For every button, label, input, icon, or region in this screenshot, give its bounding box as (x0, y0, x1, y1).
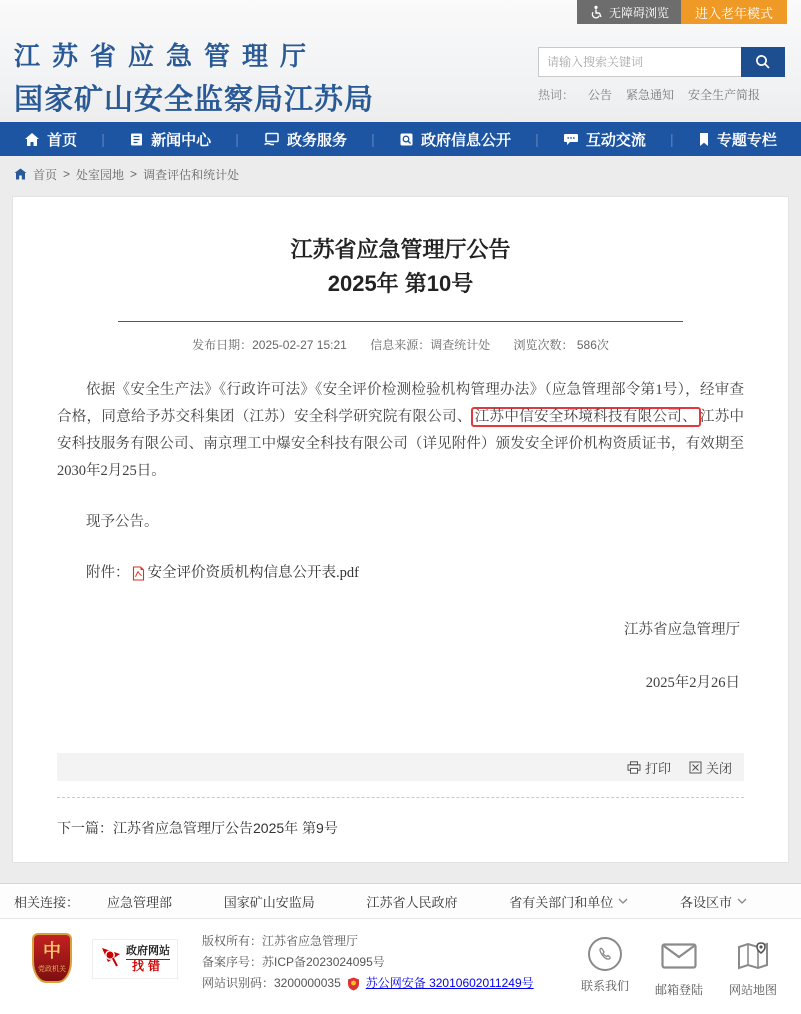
nav-item-news[interactable] (129, 129, 211, 150)
attachment-name: 安全评价资质机构信息公开表.pdf (147, 565, 359, 581)
nav-item-interaction[interactable] (563, 129, 646, 150)
bookmark-icon (698, 132, 710, 147)
main-nav (0, 122, 801, 156)
nav-item-services[interactable] (263, 129, 347, 150)
footer-info (202, 931, 534, 994)
paragraph-2: 现予公告。 (86, 514, 159, 530)
find-error-line1: 政府网站 (126, 945, 170, 960)
paragraph-1 (57, 377, 744, 485)
nav-separator: | (101, 131, 105, 147)
copyright-line: 版权所有：江苏省应急管理厅 (202, 934, 359, 948)
nav-item-special-columns[interactable] (698, 129, 777, 150)
attachment-row (57, 560, 744, 587)
related-dropdown-label: 省有关部门和单位 (509, 894, 614, 910)
related-dropdown-departments[interactable] (509, 892, 628, 911)
news-icon (129, 132, 144, 147)
article-card (12, 196, 789, 863)
attachment-link[interactable] (132, 560, 359, 587)
signature-date: 2025年2月26日 (645, 675, 740, 691)
paragraph-1-text-cont: 江苏中安科技服务有限公司、南京理工中爆安全科技有限公司（详见附件）颁发安全评价机构资质证书，有效期至2030年2月25日。 (57, 409, 745, 479)
logo-line1: 江苏省应急管理厅 (14, 41, 319, 71)
service-icon (263, 132, 280, 147)
police-record-link[interactable]: 苏公网安备 32010602011249号 (365, 976, 534, 990)
site-code: 网站识别码：3200000035 (202, 976, 341, 990)
info-icon (399, 132, 414, 147)
shield-label: 党政机关 (38, 966, 66, 973)
sitemap-icon (737, 937, 769, 975)
sitemap-label: 网站地图 (728, 983, 777, 997)
publish-date: 发布日期：2025-02-27 15:21 (192, 338, 347, 352)
highlighted-company-annotation: 江苏中信安全环境科技有限公司、 (471, 407, 701, 427)
print-icon (627, 761, 641, 774)
site-header (0, 0, 801, 122)
info-source: 信息来源：调查统计处 (370, 338, 491, 352)
government-shield-badge[interactable] (32, 933, 72, 983)
related-dropdown-cities[interactable] (680, 892, 747, 911)
next-article-row (57, 818, 744, 838)
hot-words (538, 86, 785, 103)
accessibility-label: 无障碍浏览 (608, 5, 669, 20)
nav-separator: | (670, 131, 674, 147)
search-area (538, 47, 785, 103)
find-error-line2: 找错 (131, 959, 164, 973)
site-logo (14, 36, 374, 118)
related-links-label: 相关连接： (14, 894, 80, 910)
police-badge-icon (347, 977, 360, 991)
accessibility-button[interactable] (577, 0, 681, 24)
footer-quick-links (581, 931, 787, 998)
related-link-jiangsu-gov[interactable]: 江苏省人民政府 (366, 894, 458, 910)
related-link-mine-bureau[interactable]: 国家矿山安监局 (223, 894, 315, 910)
hot-word-link[interactable]: 公告 (588, 88, 613, 102)
site-footer (0, 919, 801, 1014)
breadcrumb-home-icon (14, 168, 27, 180)
dashed-divider (57, 797, 744, 798)
nav-item-home[interactable] (24, 129, 77, 150)
nav-label: 政务服务 (287, 131, 348, 149)
article-body (13, 377, 788, 697)
hot-words-label: 热词： (538, 88, 575, 102)
chevron-down-icon (737, 898, 747, 904)
related-link-mem[interactable]: 应急管理部 (107, 894, 173, 910)
sitemap-item[interactable] (729, 937, 777, 998)
nav-separator: | (371, 131, 375, 147)
icp-line: 备案序号：苏ICP备2023024095号 (202, 955, 385, 969)
breadcrumb-item-section[interactable]: 处室园地 (76, 167, 125, 182)
article-meta (13, 336, 788, 353)
print-label: 打印 (644, 760, 671, 776)
phone-icon (588, 937, 622, 971)
breadcrumb (0, 156, 801, 192)
close-button[interactable] (689, 758, 732, 777)
nav-separator: | (535, 131, 539, 147)
shield-emblem: 中 (43, 941, 61, 961)
search-icon (755, 54, 771, 70)
nav-separator: | (235, 131, 239, 147)
chevron-down-icon (618, 898, 628, 904)
elder-mode-button[interactable] (681, 0, 787, 24)
mail-login-label: 邮箱登陆 (654, 983, 703, 997)
hot-word-link[interactable]: 安全生产简报 (688, 88, 761, 102)
close-icon (689, 761, 702, 774)
find-error-badge[interactable] (92, 939, 178, 979)
breadcrumb-item-home[interactable]: 首页 (33, 167, 58, 182)
mail-icon (661, 937, 697, 975)
nav-label: 首页 (47, 131, 78, 149)
related-dropdown-label: 各设区市 (679, 894, 732, 910)
pdf-icon (132, 566, 145, 581)
print-button[interactable] (627, 758, 671, 777)
mail-login-item[interactable] (655, 937, 703, 998)
search-input[interactable] (538, 47, 741, 77)
close-label: 关闭 (705, 760, 732, 776)
accessibility-icon (589, 5, 603, 19)
breadcrumb-separator: > (130, 167, 138, 181)
nav-label: 新闻中心 (151, 131, 212, 149)
contact-us-item[interactable] (581, 937, 629, 998)
top-utility-bar (577, 0, 787, 24)
nav-label: 政府信息公开 (420, 131, 511, 149)
title-divider (118, 321, 684, 322)
hot-word-link[interactable]: 紧急通知 (626, 88, 675, 102)
nav-label: 互动交流 (585, 131, 646, 149)
view-count: 浏览次数： 586次 (513, 338, 609, 352)
chat-icon (563, 132, 579, 147)
next-article-link[interactable]: 下一篇：江苏省应急管理厅公告2025年 第9号 (57, 820, 338, 836)
logo-line2: 国家矿山安全监察局江苏局 (14, 84, 375, 116)
article-title-line1: 江苏省应急管理厅公告 (290, 237, 511, 262)
nav-label: 专题专栏 (716, 131, 777, 149)
breadcrumb-item-current[interactable]: 调查评估和统计处 (143, 167, 240, 182)
attachment-label: 附件： (86, 565, 130, 581)
breadcrumb-separator: > (63, 167, 71, 181)
article-toolbar (57, 753, 744, 781)
contact-us-label: 联系我们 (580, 979, 629, 993)
find-error-magnifier-icon (100, 946, 122, 972)
nav-item-info-disclosure[interactable] (399, 129, 511, 150)
article-title (13, 233, 788, 301)
related-links-bar (0, 883, 801, 919)
paragraph-1-text: 依据《安全生产法》《行政许可法》《安全评价检测检验机构管理办法》（应急管理部令第1号），经审查合格，同意给予苏交科集团（江苏）安全科学研究院有限公司、 (57, 382, 744, 425)
home-icon (24, 132, 40, 147)
signature-org: 江苏省应急管理厅 (624, 622, 740, 638)
search-button[interactable] (741, 47, 785, 77)
article-title-line2: 2025年 第10号 (327, 271, 474, 296)
elder-mode-label: 进入老年模式 (694, 5, 773, 21)
